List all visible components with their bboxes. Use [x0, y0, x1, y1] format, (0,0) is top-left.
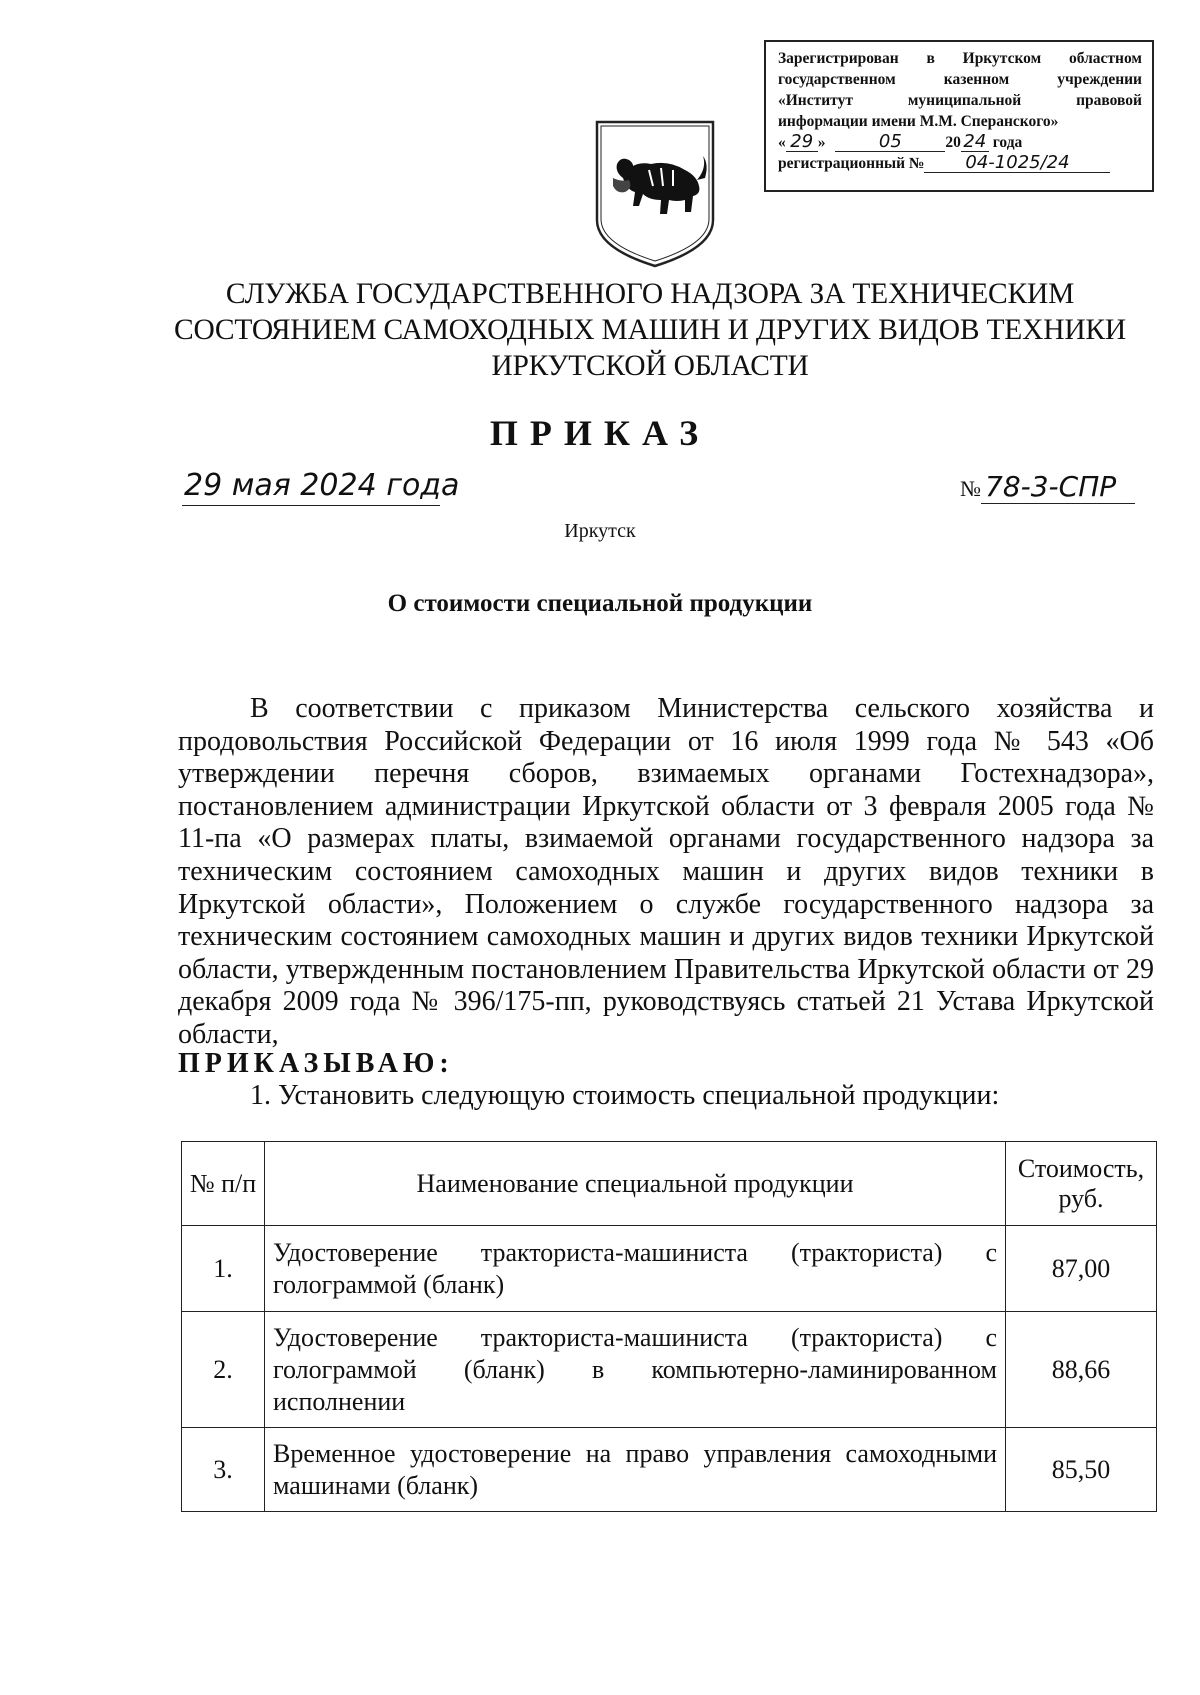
stamp-reg-number: 04-1025/24 [924, 154, 1110, 173]
coat-of-arms-emblem [593, 120, 717, 268]
document-number [960, 470, 1135, 504]
order-item-1: 1. Установить следующую стоимость специальной продукции: [250, 1080, 1000, 1111]
row-num: 1. [182, 1226, 265, 1312]
row-cost: 85,50 [1006, 1428, 1157, 1512]
table-header-row [182, 1142, 1157, 1226]
city: Иркутск [564, 520, 636, 542]
stamp-line-3: «Институт муниципальной правовой [778, 92, 1142, 109]
table-row [182, 1226, 1157, 1312]
row-num: 2. [182, 1312, 265, 1428]
row-cost: 88,66 [1006, 1312, 1157, 1428]
preamble-paragraph: В соответствии с приказом Министерства сельского хозяйства и продовольствия Российской Федерации от 16 июля 1999 года № 543 «Об утверждении перечня сборов, взимаемых органами Гостехнадзора», постановлением администрации Иркутской области от 3 февраля 2005 года № 11-па «О размерах платы, взимаемой органами государственного надзора за техническим состоянием самоходных машин и других видов техники в Иркутской области», Положением о службе государственного надзора за техническим состоянием самоходных машин и других видов техники Иркутской области, утвержденным постановлением Правительства Иркутской области от 29 декабря 2009 года № 396/175-пп, руководствуясь статьей 21 Устава Иркутской области, [178, 693, 1154, 1050]
row-name: Временное удостоверение на право управления самоходными машинами (бланк) [265, 1428, 1006, 1512]
number-value: 78-3-СПР [981, 470, 1135, 504]
stamp-date-line: « 29 » 05 20 24 года [778, 131, 1023, 152]
header-num: № п/п [182, 1142, 265, 1226]
table-row [182, 1312, 1157, 1428]
preamble-text [178, 693, 1154, 1052]
agency-name [100, 276, 1200, 384]
registration-stamp [764, 40, 1154, 192]
document-date: 29 мая 2024 года [182, 468, 440, 506]
stamp-line-1: Зарегистрирован в Иркутском областном [778, 50, 1142, 67]
stamp-line-2: государственном казенном учреждении [778, 71, 1142, 88]
stamp-line-4: информации имени М.М. Сперанского» [778, 113, 1059, 130]
stamp-day: 29 [786, 133, 818, 152]
row-name: Удостоверение тракториста-машиниста (тракториста) с голограммой (бланк) в компьютерно-ламинированном исполнении [265, 1312, 1006, 1428]
stamp-reg-line [778, 153, 1142, 174]
table-row [182, 1428, 1157, 1512]
number-label: № [960, 476, 981, 501]
row-name: Удостоверение тракториста-машиниста (тракториста) с голограммой (бланк) [265, 1226, 1006, 1312]
agency-line-3: ИРКУТСКОЙ ОБЛАСТИ [491, 350, 809, 382]
order-word: ПРИКАЗЫВАЮ: [178, 1048, 454, 1079]
stamp-year: 24 [961, 133, 989, 152]
document-type-title: ПРИКАЗ [489, 413, 711, 453]
stamp-reg-label: регистрационный № [778, 155, 925, 172]
document-subject: О стоимости специальной продукции [387, 590, 813, 617]
products-table [181, 1141, 1157, 1512]
agency-line-2: СОСТОЯНИЕМ САМОХОДНЫХ МАШИН И ДРУГИХ ВИДОВ ТЕХНИКИ [173, 314, 1127, 346]
row-num: 3. [182, 1428, 265, 1512]
row-cost: 87,00 [1006, 1226, 1157, 1312]
stamp-month: 05 [835, 133, 945, 152]
header-cost: Стоимость, руб. [1006, 1142, 1157, 1226]
header-name: Наименование специальной продукции [265, 1142, 1006, 1226]
agency-line-1: СЛУЖБА ГОСУДАРСТВЕННОГО НАДЗОРА ЗА ТЕХНИЧЕСКИМ [225, 278, 1075, 310]
